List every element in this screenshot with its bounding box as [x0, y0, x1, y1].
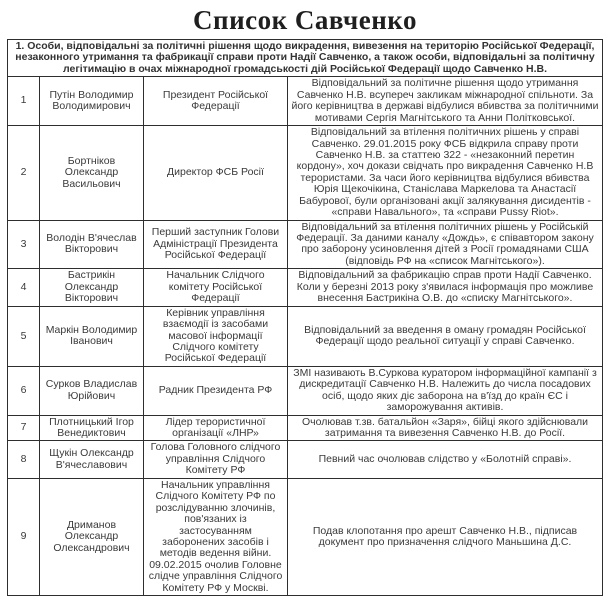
position-cell: Голова Головного слідчого управління Слідчого Комітету РФ	[143, 441, 287, 478]
table-row	[7, 478, 602, 595]
row-number-cell: 3	[7, 220, 39, 269]
table-row	[7, 269, 602, 306]
name-cell: Плотницький Ігор Венедиктович	[39, 415, 143, 441]
section-header-row	[7, 40, 602, 77]
row-number-cell: 4	[7, 269, 39, 306]
table-row	[7, 126, 602, 221]
name-cell: Щукін Олександр В'ячеславович	[39, 441, 143, 478]
table-row	[7, 77, 602, 126]
table-row	[7, 306, 602, 366]
position-cell: Лідер терористичної організації «ЛНР»	[143, 415, 287, 441]
description-cell: Відповідальний за політичне рішення щодо утримання Савченко Н.В. всупереч закликам міжнародної спільноти. За його керівництва в державі відбулися вбивства за політичними мотивами Сергія Магнітського та Анни Політковської.	[287, 77, 602, 126]
position-cell: Начальник управління Слідчого Комітету РФ по розслідуванню злочинів, пов'язаних із застосуванням заборонених засобів і методів ведення війни. 09.02.2015 очолив Головне слідче управління Слідчого Комітету РФ у Москві.	[143, 478, 287, 595]
position-cell: Радник Президента РФ	[143, 366, 287, 415]
row-number-cell: 9	[7, 478, 39, 595]
position-cell: Перший заступник Голови Адміністрації Президента Російської Федерації	[143, 220, 287, 269]
section-header: 1. Особи, відповідальні за політичні рішення щодо викрадення, вивезення на територію Російської Федерації, незаконного утримання та фабрикації справи проти Надії Савченко, а також особи, відповідальні за політичну легітимацію в очах міжнародної громадськості дій Російської Федерації щодо Савченко Н.В.	[7, 40, 602, 77]
row-number-cell: 1	[7, 77, 39, 126]
row-number-cell: 7	[7, 415, 39, 441]
description-cell: Відповідальний за введення в оману громадян Російської Федерації щодо реальної ситуації у справі Савченко.	[287, 306, 602, 366]
position-cell: Директор ФСБ Росії	[143, 126, 287, 221]
name-cell: Володін В'ячеслав Вікторович	[39, 220, 143, 269]
table-row	[7, 220, 602, 269]
name-cell: Бастрикін Олександр Вікторович	[39, 269, 143, 306]
row-number-cell: 2	[7, 126, 39, 221]
table-row	[7, 366, 602, 415]
name-cell: Бортніков Олександр Васильович	[39, 126, 143, 221]
persons-table	[7, 39, 603, 596]
name-cell: Путін Володимир Володимирович	[39, 77, 143, 126]
position-cell: Начальник Слідчого комітету Російської Федерації	[143, 269, 287, 306]
position-cell: Керівник управління взаємодії із засобами масової інформації Слідчого комітету Російської Федерації	[143, 306, 287, 366]
description-cell: Певний час очолював слідство у «Болотній справі».	[287, 441, 602, 478]
table-row	[7, 415, 602, 441]
name-cell: Дриманов Олександр Олександрович	[39, 478, 143, 595]
description-cell: ЗМІ називають В.Суркова куратором інформаційної кампанії з дискредитації Савченко Н.В. Належить до числа посадових осіб, щодо яких діє заборона на в'їзд до країн ЄС і заморожування активів.	[287, 366, 602, 415]
row-number-cell: 6	[7, 366, 39, 415]
table-row	[7, 441, 602, 478]
row-number-cell: 8	[7, 441, 39, 478]
name-cell: Сурков Владислав Юрійович	[39, 366, 143, 415]
description-cell: Очолював т.зв. батальйон «Заря», бійці якого здійснювали затримання та вивезення Савченко Н.В. до Росії.	[287, 415, 602, 441]
description-cell: Відповідальний за фабрикацію справ проти Надії Савченко. Коли у березні 2013 року з'явилася інформація про можливе внесення Бастрикіна О.В. до «списку Магнітського».	[287, 269, 602, 306]
position-cell: Президент Російської Федерації	[143, 77, 287, 126]
name-cell: Маркін Володимир Іванович	[39, 306, 143, 366]
description-cell: Відповідальний за втілення політичних рішень у Російській Федерації. За даними каналу «Дождь», є співавтором закону про заборону усиновлення дітей з Росії громадянами США (відповідь РФ на «список Магнітського»).	[287, 220, 602, 269]
document-title: Список Савченко	[193, 5, 417, 35]
description-cell: Подав клопотання про арешт Савченко Н.В., підписав документ про призначення слідчого Маньшина Д.С.	[287, 478, 602, 595]
description-cell: Відповідальний за втілення політичних рішень у справі Савченко. 29.01.2015 року ФСБ відкрила справу проти Савченко Н.В. за статтею 322 - «незаконний перетин кордону», хоч докази свідчать про викрадення Савченко Н.В терористами. За часи його керівництва відбулися вбивства Юрія Щекочікина, Станіслава Маркелова та Анастасії Бабурової, були організовані акції залякування дисидентів - «справи Навального», та «справи Pussy Riot».	[287, 126, 602, 221]
row-number-cell: 5	[7, 306, 39, 366]
